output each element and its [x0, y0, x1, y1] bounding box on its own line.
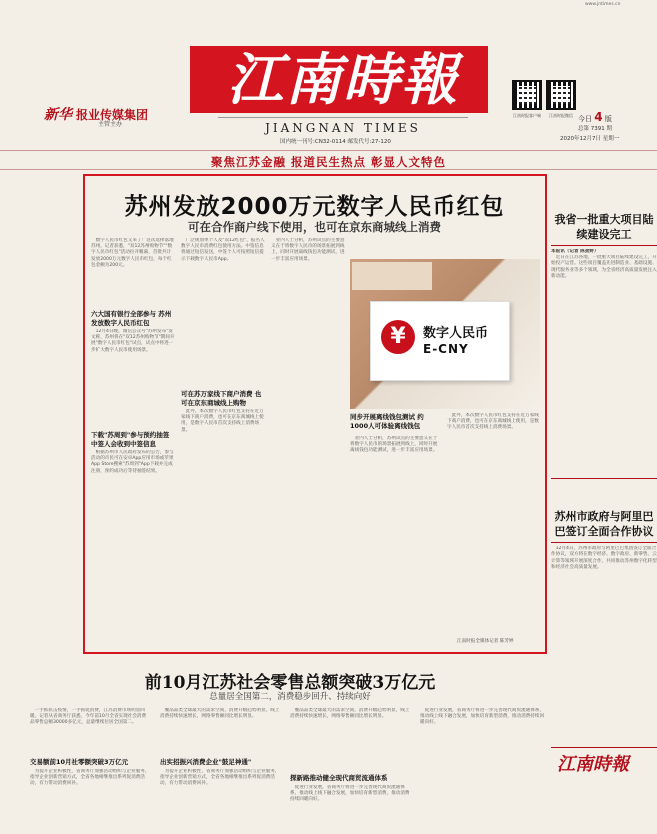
- lead-subhead-1: 六大国有银行全部参与 苏州发放数字人民币红包: [91, 310, 172, 327]
- right-column: [551, 174, 657, 834]
- lead-intro: 数字人民币红包又来了！这次选择落地苏州。记者获悉，"双12苏州购物节""数字人民币红包"活动拉开帷幕，首批共计发放2000万元数字人民币红包，每个红包金额为200元。: [91, 238, 174, 268]
- lower-text-a2: 为提升企业积极性，省商务厅加强活动组织与企业服务，指导企业创新营销方式，全省各地相继推出系列促消费活动，有力带动消费回补。: [160, 768, 280, 786]
- lead-headline[interactable]: 苏州发放2000万元数字人民币红包: [124, 194, 505, 220]
- title-rule: [218, 117, 468, 118]
- lower-subhead-1: 交易额前10月社零额突破3万亿元: [30, 758, 129, 766]
- lower-headline[interactable]: 前10月江苏社会零售总额突破3万亿元: [144, 673, 436, 693]
- sponsor-label: 主管主办: [98, 121, 123, 128]
- group-logo-mark: 新华: [44, 107, 72, 123]
- lower-column-1: [30, 708, 150, 832]
- newspaper-title-en: JIANGNAN TIMES: [265, 121, 421, 135]
- issue-number: 总第 7391 期: [578, 126, 612, 132]
- lead-column-4-text: 业内人士分析，苏州试点的主要意义在于将数字人民币的场景拓展到线上，同时开展离线钱包功能测试，进一步丰富应用场景。: [350, 436, 438, 454]
- qr-code-icon[interactable]: [546, 80, 576, 110]
- lead-subtext-1: 12月4日晚，微信公众号"苏州发布"发文称，苏州将在"双12苏州购物节"期间开展"数字人民币红包"试点，试点中将进一步扩大数字人民币使用场景。: [91, 329, 175, 353]
- ecny-sign: [370, 301, 510, 381]
- issue-date: 2020年12月7日 星期一: [560, 136, 620, 142]
- ecny-sign-cn: 数字人民币: [423, 326, 489, 341]
- ecny-sign-en: E-CNY: [423, 342, 469, 356]
- lead-subheadline: 可在合作商户线下使用，也可在京东商城线上消费: [188, 220, 441, 234]
- qr-right-label: 江南时报微信: [549, 113, 573, 118]
- lead-subtext-4: 业内人士分析，苏州试点的主要意义在于将数字人民币的场景拓展到线上，同时开展离线钱包功能测试，进一步丰富应用场景。: [271, 238, 345, 262]
- lead-subhead-2: 下载"苏周到"参与预约抽签 中签人会收到中签信息: [91, 431, 170, 448]
- left-strip: [0, 174, 80, 654]
- website-url: www.jntimes.cn: [585, 2, 621, 7]
- divider: [551, 245, 657, 246]
- lead-column-5: [447, 413, 540, 613]
- lower-column-4: [420, 708, 548, 832]
- qr-code-icon[interactable]: [512, 80, 542, 110]
- today-unit: 版: [604, 115, 612, 123]
- slogan-text: 聚焦江苏金融 报道民生热点 彰显人文特色: [210, 155, 446, 169]
- lower-column-3: [290, 708, 410, 832]
- lead-column-5-text: 此外，本次数字人民币红包支持在近万家线下商户消费，也可在京东商城线上使用，是数字人民币首次支持线上消费场景。: [447, 413, 539, 431]
- right-story-1-headline[interactable]: 我省一批重大项目陆续建设完工: [554, 213, 654, 241]
- divider: [551, 478, 657, 479]
- right-story-1-text: 近日在江苏各地，一批重大项目陆续建设完工，开始投产运营。这些项目覆盖先进制造业、基础设施、现代服务业等多个领域，为全省经济高质量发展注入新动能。: [551, 255, 657, 279]
- right-story-2-text: 12月4日，苏州市政府与阿里巴巴集团签订全面合作协议，双方将在数字经济、数字政府、新零售、云计算等领域开展深度合作，共同推动苏州数字化转型和经济社会高质量发展。: [551, 546, 657, 570]
- lower-subhead-2: 出实招振兴消费企业"鼓足神通": [160, 758, 252, 766]
- lower-subhead-3: 探新路推动健全现代商贸流通体系: [290, 774, 388, 782]
- yuan-icon: ¥: [381, 320, 415, 354]
- right-story-2-headline[interactable]: 苏州市政府与阿里巴巴签订全面合作协议: [554, 510, 654, 539]
- lead-story[interactable]: [83, 174, 547, 654]
- lower-text-b2: 餐品品类全球最大的需求空间，消费升级趋势明显，线上消费持续快速增长，网络零售额同比增长明显。: [290, 708, 410, 720]
- lead-subhead-4: 同步开展离线钱包测试 约1000人可体验离线钱包: [350, 413, 424, 430]
- lower-text-c2: 促进行业发展，省商务厅将进一步完善现代商贸流通体系，推动线上线下融合发展，加快培育新型消费，推动消费持续回暖向好。: [420, 708, 545, 726]
- today-page-count: 4: [594, 110, 603, 124]
- lead-column-3: [271, 238, 345, 638]
- lower-text-b: 餐品品类全球最大的需求空间，消费升级趋势明显，线上消费持续快速增长，网络零售额同比增长明显。: [160, 708, 280, 720]
- slogan-bar: [0, 150, 657, 170]
- newspaper-title: 江南時報: [227, 47, 459, 113]
- lead-subtext-2: 根据苏州市人民政府发布的公告，参与活动的市民可在安卓App应用市场或苹果App Store搜索"苏周到"App下载并完成注册，预约成功后等待抽签结果。: [91, 450, 174, 474]
- lead-credit: 江南时报全媒体记者 陈芳婷: [457, 639, 514, 644]
- publication-codes: 国内统一刊号:CN32-0114 邮发代号:27-120: [280, 139, 391, 145]
- group-logo: [44, 104, 148, 124]
- lower-text-c: 促进行业发展，省商务厅将进一步完善现代商贸流通体系，推动线上线下融合发展，加快培育新型消费，推动消费持续回暖向好。: [290, 784, 410, 802]
- lower-intro: 一手抓抗击疫情，一手抓促消费，江苏消费市场明显回暖。记者从省商务厅获悉，今年前10月全省实现社会消费品零售总额30000多亿元，总量继续位居全国第二。: [30, 708, 147, 726]
- lower-story[interactable]: [30, 660, 550, 834]
- lead-subhead-3: 可在苏万家线下商户消费 也可在京东商城线上购物: [181, 390, 262, 407]
- lower-column-2: [160, 708, 280, 832]
- today-pages: [578, 110, 612, 124]
- divider: [551, 542, 657, 543]
- bottom-ad[interactable]: [551, 747, 657, 831]
- today-label: 今日: [578, 115, 592, 123]
- lead-column-4: [350, 436, 440, 636]
- ecny-photo: [350, 259, 540, 409]
- lead-column-1: [91, 238, 175, 638]
- right-story-1-byline: 本报讯（记者 陈劲野）: [551, 249, 599, 254]
- lead-mid-text: 广泛规划单个人及"双12红包"，报名人数字人民币消费红包使用方法。中签信息将通过短信发送，中签个人可按照短信提示下载数字人民币App。: [181, 238, 265, 262]
- lower-subheadline: 总量居全国第二，消费稳步回升、持续向好: [209, 692, 371, 702]
- photo-background-note: [352, 262, 432, 290]
- lead-subtext-3: 此外，本次数字人民币红包支持在近万家线下商户消费，也可在京东商城线上使用，是数字人民币首次支持线上消费场景。: [181, 409, 264, 433]
- qr-left-label: 江南时报客户端: [513, 113, 541, 118]
- ad-logo: 江南時報: [557, 754, 629, 775]
- masthead: [0, 0, 657, 150]
- group-name: 报业传媒集团: [76, 108, 149, 122]
- lower-text-a: 为提升企业积极性，省商务厅加强活动组织与企业服务，指导企业创新营销方式，全省各地相继推出系列促消费活动，有力带动消费回补。: [30, 768, 150, 786]
- lead-column-2: [181, 238, 265, 638]
